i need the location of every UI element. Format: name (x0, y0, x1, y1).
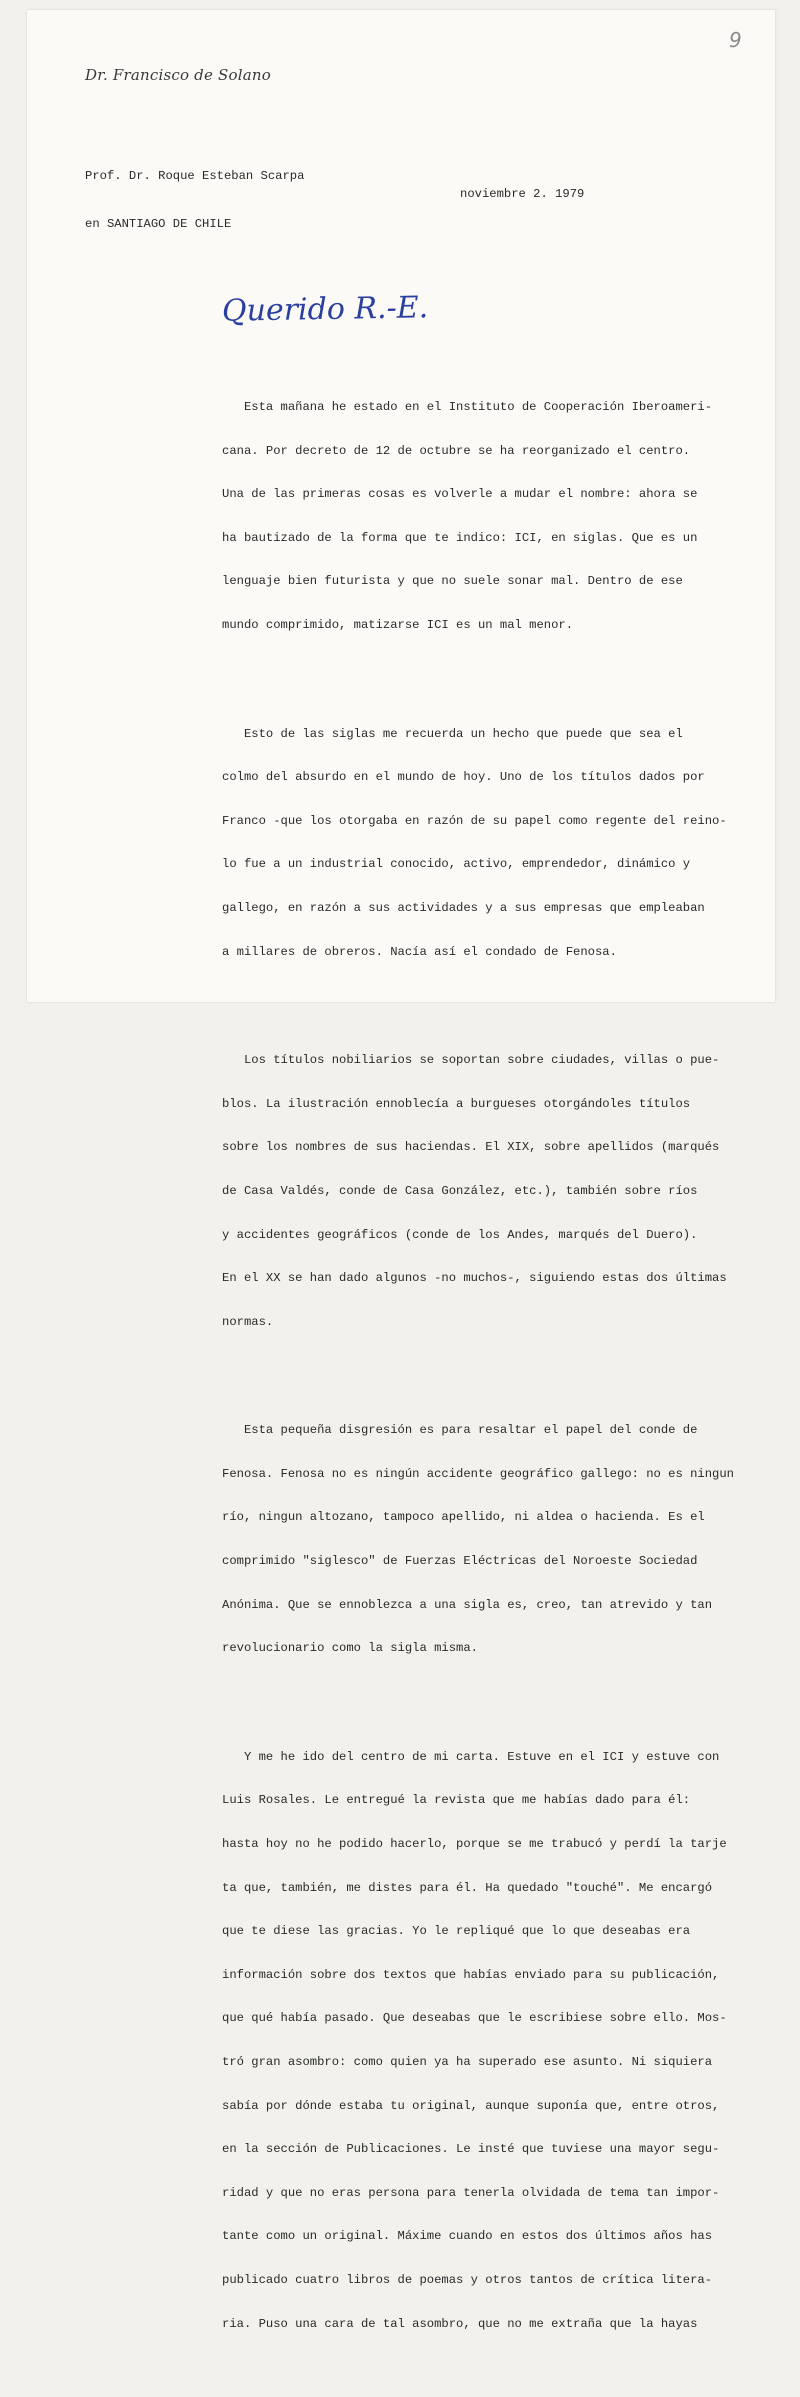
letter-body (222, 344, 782, 2397)
letter-date: noviembre 2. 1979 (460, 187, 585, 201)
text-line: blos. La ilustración ennoblecía a burgueses otorgándoles títulos (222, 1096, 691, 1111)
text-line: en la sección de Publicaciones. Le insté que tuviese una mayor segu- (222, 2142, 720, 2157)
text-line: Esta pequeña disgresión es para resaltar el papel del conde de (222, 1423, 698, 1438)
text-line: tante como un original. Máxime cuando en estos dos últimos años has (222, 2229, 713, 2244)
paragraph (222, 1025, 782, 1358)
text-line: ridad y que no eras persona para tenerla olvidada de tema tan impor- (222, 2185, 720, 2200)
handwritten-salutation: Querido R.-E. (221, 290, 429, 329)
text-line: ha bautizado de la forma que te indico: ICI, en siglas. Que es un (222, 530, 698, 545)
text-line: comprimido "siglesco" de Fuerzas Eléctricas del Noroeste Sociedad (222, 1554, 698, 1569)
text-line: y accidentes geográficos (conde de los Andes, marqués del Duero). (222, 1227, 698, 1242)
paragraph (222, 1395, 782, 1685)
text-line: mundo comprimido, matizarse ICI es un mal menor. (222, 617, 574, 632)
recipient-block (85, 137, 304, 264)
text-line: colmo del absurdo en el mundo de hoy. Uno de los títulos dados por (222, 770, 705, 785)
text-line: En el XX se han dado algunos -no muchos-, siguiendo estas dos últimas (222, 1271, 727, 1286)
paragraph (222, 1722, 782, 2360)
text-line: lenguaje bien futurista y que no suele sonar mal. Dentro de ese (222, 574, 683, 589)
text-line: publicado cuatro libros de poemas y otros tantos de crítica litera- (222, 2272, 713, 2287)
text-line: Una de las primeras cosas es volverle a mudar el nombre: ahora se (222, 487, 698, 502)
text-line: Esta mañana he estado en el Instituto de Cooperación Iberoameri- (222, 400, 713, 414)
text-line: hasta hoy no he podido hacerlo, porque se me trabucó y perdí la tarje (222, 1837, 727, 1852)
text-line: ria. Puso una cara de tal asombro, que no me extraña que la hayas (222, 2316, 698, 2331)
text-line: Esto de las siglas me recuerda un hecho que puede que sea el (222, 726, 683, 741)
text-line: sobre los nombres de sus haciendas. El XIX, sobre apellidos (marqués (222, 1140, 720, 1155)
text-line: Franco -que los otorgaba en razón de su papel como regente del reino- (222, 813, 727, 828)
text-line: tró gran asombro: como quien ya ha superado ese asunto. Ni siquiera (222, 2055, 713, 2069)
text-line: que te diese las gracias. Yo le repliqué que lo que deseabas era (222, 1924, 691, 1939)
text-line: río, ningun altozano, tampoco apellido, ni aldea o hacienda. Es el (222, 1510, 705, 1525)
text-line: Los títulos nobiliarios se soportan sobre ciudades, villas o pue- (222, 1053, 720, 1068)
text-line: de Casa Valdés, conde de Casa González, etc.), también sobre ríos (222, 1183, 698, 1198)
text-line: ta que, también, me distes para él. Ha quedado "touché". Me encargó (222, 1880, 713, 1895)
text-line: información sobre dos textos que habías enviado para su publicación, (222, 1967, 720, 1982)
paragraph (222, 372, 782, 662)
text-line: Luis Rosales. Le entregué la revista que me habías dado para él: (222, 1793, 691, 1808)
text-line: Y me he ido del centro de mi carta. Estuve en el ICI y estuve con (222, 1749, 720, 1764)
text-line: gallego, en razón a sus actividades y a sus empresas que empleaban (222, 900, 705, 915)
text-line: Fenosa. Fenosa no es ningún accidente geográfico gallego: no es ningun (222, 1466, 734, 1481)
recipient-location: en SANTIAGO DE CHILE (85, 216, 232, 231)
recipient-name: Prof. Dr. Roque Esteban Scarpa (85, 169, 305, 183)
text-line: lo fue a un industrial conocido, activo, emprendedor, dinámico y (222, 857, 691, 872)
text-line: Anónima. Que se ennoblezca a una sigla es, creo, tan atrevido y tan (222, 1597, 713, 1612)
text-line: que qué había pasado. Que deseabas que le escribiese sobre ello. Mos- (222, 2011, 727, 2026)
letterhead: Dr. Francisco de Solano (85, 66, 271, 84)
paragraph (222, 699, 782, 989)
page-number-annotation: 9 (729, 28, 742, 52)
text-line: sabía por dónde estaba tu original, aunque suponía que, entre otros, (222, 2098, 720, 2113)
text-line: a millares de obreros. Nacía así el condado de Fenosa. (222, 944, 617, 959)
letter-page (27, 10, 775, 2331)
text-line: revolucionario como la sigla misma. (222, 1641, 478, 1656)
text-line: cana. Por decreto de 12 de octubre se ha reorganizado el centro. (222, 443, 691, 458)
text-line: normas. (222, 1314, 274, 1329)
